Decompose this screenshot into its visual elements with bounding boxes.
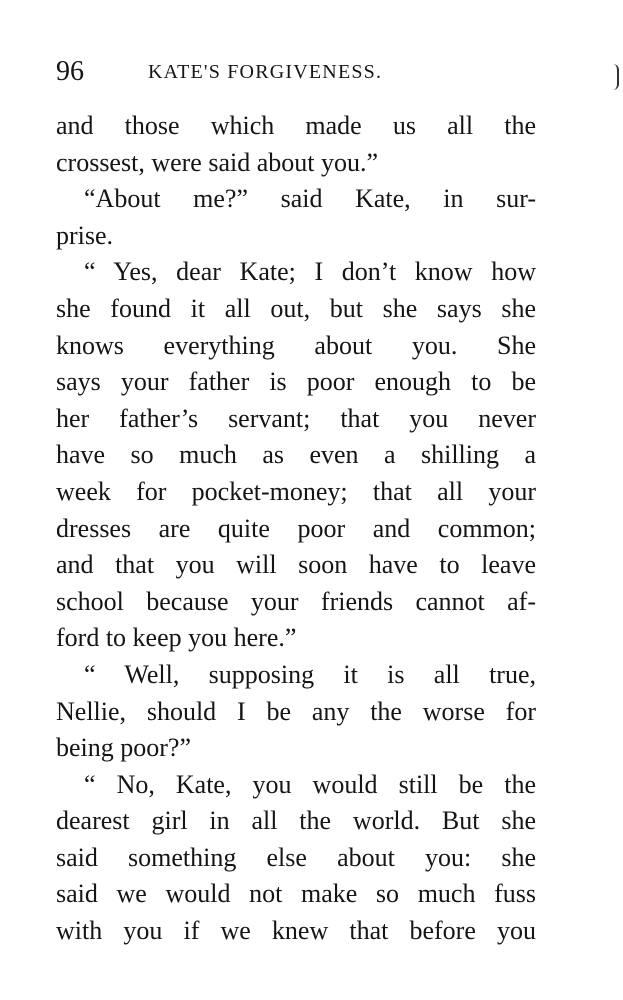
text-line: school because your friends cannot af-: [56, 586, 536, 616]
page-header: [56, 54, 556, 90]
text-line: she found it all out, but she says she: [56, 293, 536, 323]
text-line: have so much as even a shilling a: [56, 440, 536, 470]
text-line: dearest girl in all the world. But she: [56, 806, 536, 836]
text-line: “ No, Kate, you would still be the: [84, 769, 536, 799]
text-line: ford to keep you here.”: [56, 623, 297, 653]
page-number: 96: [56, 56, 84, 87]
text-line: “ Yes, dear Kate; I don’t know how: [84, 257, 536, 287]
text-line: knows everything about you. She: [56, 330, 536, 360]
text-line: said we would not make so much fuss: [56, 879, 536, 909]
page-edge-mark: [613, 64, 619, 90]
text-line: and that you will soon have to leave: [56, 550, 536, 580]
text-line: and those which made us all the: [56, 111, 536, 140]
text-line: Nellie, should I be any the worse for: [56, 696, 536, 726]
text-line: said something else about you: she: [56, 842, 536, 872]
text-line: prise.: [56, 220, 114, 250]
text-line: crossest, were said about you.”: [56, 147, 379, 177]
text-line: says your father is poor enough to be: [56, 367, 536, 397]
text-line: “About me?” said Kate, in sur-: [84, 184, 536, 214]
text-line: week for pocket-money; that all your: [56, 476, 536, 506]
text-line: being poor?”: [56, 733, 192, 763]
text-line: with you if we knew that before you: [56, 916, 536, 946]
text-line: “ Well, supposing it is all true,: [84, 659, 536, 689]
body-text: [56, 108, 536, 950]
running-head: KATE'S FORGIVENESS.: [148, 61, 383, 83]
text-line: her father’s servant; that you never: [56, 403, 536, 433]
text-line: dresses are quite poor and common;: [56, 513, 536, 543]
